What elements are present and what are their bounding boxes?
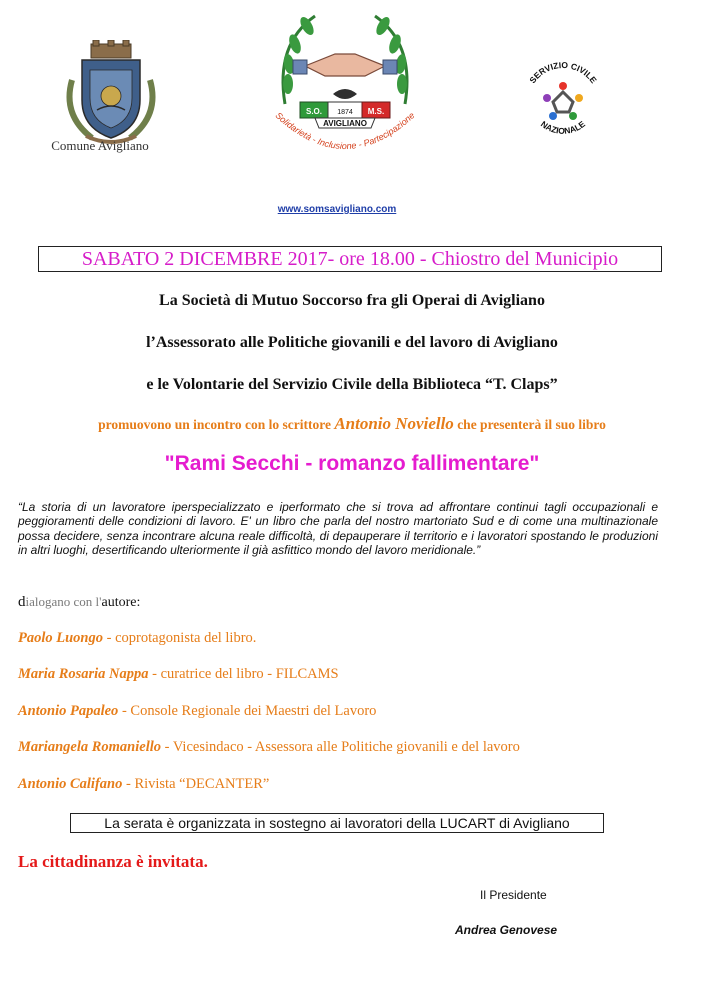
dialog-intro-middle: ialogano con l' xyxy=(25,594,102,609)
organizer-soms: La Società di Mutuo Soccorso fra gli Operai di Avigliano xyxy=(159,292,545,309)
event-date-banner: SABATO 2 DICEMBRE 2017- ore 18.00 - Chiostro del Municipio xyxy=(38,246,662,272)
dialog-intro-colon: : xyxy=(136,595,141,610)
speaker-name: Antonio Califano xyxy=(18,776,123,792)
book-quote: “La storia di un lavoratore iperspecializzato e iperformato che si trova ad affrontare continui tagli occupazionali e peggioramenti delle condizioni di lavoro. E' un libro che parla del nostro martoriato Sud e di come una multinazionale possa decidere, senza incontrare alcuna reale difficoltà, di depauperare il territorio e i lavoratori spostando le produzioni in altri luoghi, desertificando ulteriormente il già asfittico mondo del lavoro meridionale.” xyxy=(18,500,658,558)
speaker-role: - Vicesindaco - Assessora alle Politiche giovanili e del lavoro xyxy=(161,739,520,755)
speaker-name: Paolo Luongo xyxy=(18,630,103,646)
dialog-intro-last: autore xyxy=(101,595,137,610)
speaker-role: - curatrice del libro - FILCAMS xyxy=(148,666,339,682)
speaker-role: - Console Regionale dei Maestri del Lavoro xyxy=(118,703,377,719)
promo-after: che presenterà il suo libro xyxy=(453,417,606,432)
promo-line xyxy=(0,414,704,434)
speaker-item xyxy=(18,666,339,683)
promo-author: Antonio Noviello xyxy=(334,414,454,433)
website-link[interactable]: www.somsavigliano.com xyxy=(277,204,397,215)
organizer-servizio-civile: e le Volontarie del Servizio Civile della Biblioteca “T. Claps” xyxy=(146,376,558,393)
svg-text:NAZIONALE xyxy=(539,119,587,136)
speaker-item xyxy=(18,776,269,793)
speaker-name: Maria Rosaria Nappa xyxy=(18,666,149,682)
servizio-civile-nazionale-logo-icon xyxy=(518,58,608,148)
speaker-item xyxy=(18,703,376,720)
president-name: Andrea Genovese xyxy=(455,923,558,937)
speaker-role: - coprotagonista del libro. xyxy=(103,630,257,646)
support-note-box: La serata è organizzata in sostegno ai lavoratori della LUCART di Avigliano xyxy=(70,813,604,833)
dialog-intro xyxy=(18,594,140,611)
svg-text:SERVIZIO CIVILE xyxy=(527,60,599,85)
speaker-item xyxy=(18,739,520,756)
soms-year: 1874 xyxy=(337,109,353,116)
soms-town: AVIGLIANO xyxy=(323,119,367,128)
soms-right-band: M.S. xyxy=(367,107,385,116)
speaker-name: Mariangela Romaniello xyxy=(18,739,162,755)
organizer-assessorato: l’Assessorato alle Politiche giovanili e del lavoro di Avigliano xyxy=(146,334,558,351)
comune-caption: Comune Avigliano xyxy=(51,138,149,153)
soms-left-band: S.O. xyxy=(305,107,323,116)
speaker-item xyxy=(18,630,256,647)
speaker-role: - Rivista “DECANTER” xyxy=(122,776,270,792)
soms-avigliano-logo-icon xyxy=(245,4,445,174)
scn-text-bottom: NAZIONALE xyxy=(538,118,588,136)
book-title: "Rami Secchi - romanzo fallimentare" xyxy=(164,452,540,475)
soms-motto: Solidarietà - Inclusione - Partecipazione xyxy=(273,110,417,152)
invitation-text: La cittadinanza è invitata. xyxy=(18,852,208,871)
dialog-intro-first: d xyxy=(18,594,26,610)
speaker-name: Antonio Papaleo xyxy=(18,703,119,719)
president-label: Il Presidente xyxy=(480,888,547,902)
promo-before: promuovono un incontro con lo scrittore xyxy=(98,417,335,432)
scn-text-top: SERVIZIO CIVILE xyxy=(527,59,599,86)
